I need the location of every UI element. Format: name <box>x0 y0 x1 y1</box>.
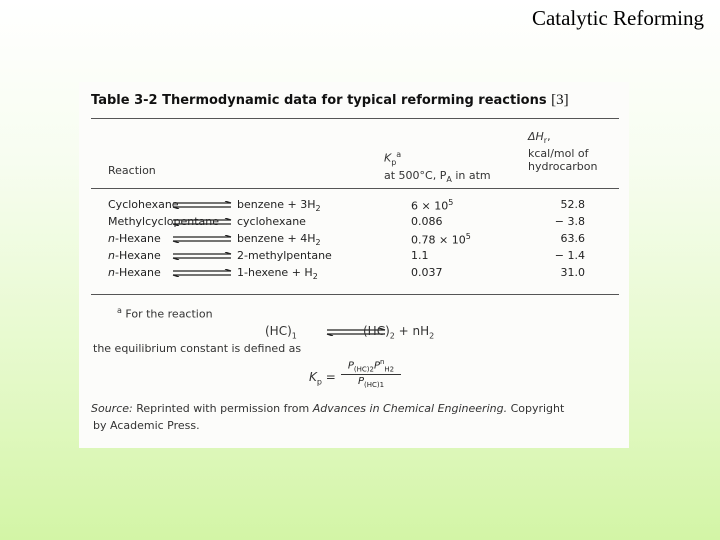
table-caption-label: Table 3-2 <box>91 93 158 108</box>
reaction-reactant: n-Hexane <box>108 266 161 279</box>
slide-title: Catalytic Reforming <box>531 6 704 30</box>
reaction-reactant: n-Hexane <box>108 249 161 262</box>
column-header-dh: $\Delta H_r$, kcal/mol of hydrocarbon <box>528 130 598 174</box>
reaction-dh: 31.0 <box>560 266 585 279</box>
reaction-kp: 0.086 <box>411 215 443 228</box>
equilibrium-arrow-icon <box>171 235 233 243</box>
reaction-reactant: Methylcyclopentane <box>108 215 220 228</box>
equilibrium-arrow-icon <box>171 201 233 209</box>
reaction-dh: 63.6 <box>560 232 585 245</box>
footnote-reaction-left: $(HC)_1$ <box>265 324 297 341</box>
bottom-rule <box>91 294 619 295</box>
footnote-marker: a <box>117 306 122 315</box>
equilibrium-arrow-icon <box>171 218 233 226</box>
kp-definition-fraction <box>341 358 401 389</box>
equilibrium-arrow-icon <box>171 252 233 260</box>
kp-denominator: $P_{(HC)1}$ <box>357 376 385 390</box>
kp-definition-lhs: $K_p$ = <box>309 370 336 387</box>
reaction-reactant: Cyclohexane <box>108 198 179 211</box>
reaction-product: benzene + $4H_2$ <box>237 232 321 248</box>
reaction-kp: $0.78 \times 10^5$ <box>411 232 471 247</box>
header-rule <box>91 188 619 189</box>
scanned-table-image <box>79 82 629 448</box>
reaction-product: benzene + $3H_2$ <box>237 198 321 214</box>
footnote-reaction-right: $(HC)_2 + nH_2$ <box>363 324 435 341</box>
reaction-reactant: n-Hexane <box>108 232 161 245</box>
column-header-reaction: Reaction <box>108 164 156 177</box>
top-rule <box>91 118 619 119</box>
reaction-kp: $6 \times 10^5$ <box>411 198 454 213</box>
kp-numerator: $P_{(HC)2}P^n_{H2}$ <box>347 358 395 374</box>
equilibrium-arrow-icon <box>171 269 233 277</box>
reaction-product: 1-hexene + $H_2$ <box>237 266 318 282</box>
reaction-product: 2-methylpentane <box>237 249 332 262</box>
reaction-dh: − 3.8 <box>554 215 585 228</box>
column-header-kp: $K_p^a$ at 500°C, $P_A$ in atm <box>384 150 491 185</box>
table-caption-text: Thermodynamic data for typical reforming reactions <box>162 93 547 108</box>
reaction-dh: − 1.4 <box>554 249 585 262</box>
reaction-kp: 1.1 <box>411 249 429 262</box>
footnote-intro: $^a$ For the reaction <box>117 306 213 321</box>
reaction-dh: 52.8 <box>560 198 585 211</box>
reaction-kp: 0.037 <box>411 266 443 279</box>
table-caption-ref: [3] <box>551 92 569 108</box>
source-line-1: Source: Reprinted with permission from Advances in Chemical Engineering. Copyright <box>91 402 565 415</box>
table-caption <box>91 92 569 109</box>
footnote-defined: the equilibrium constant is defined as <box>93 342 302 355</box>
reaction-product: cyclohexane <box>237 215 306 228</box>
source-line-2: by Academic Press. <box>93 419 200 432</box>
